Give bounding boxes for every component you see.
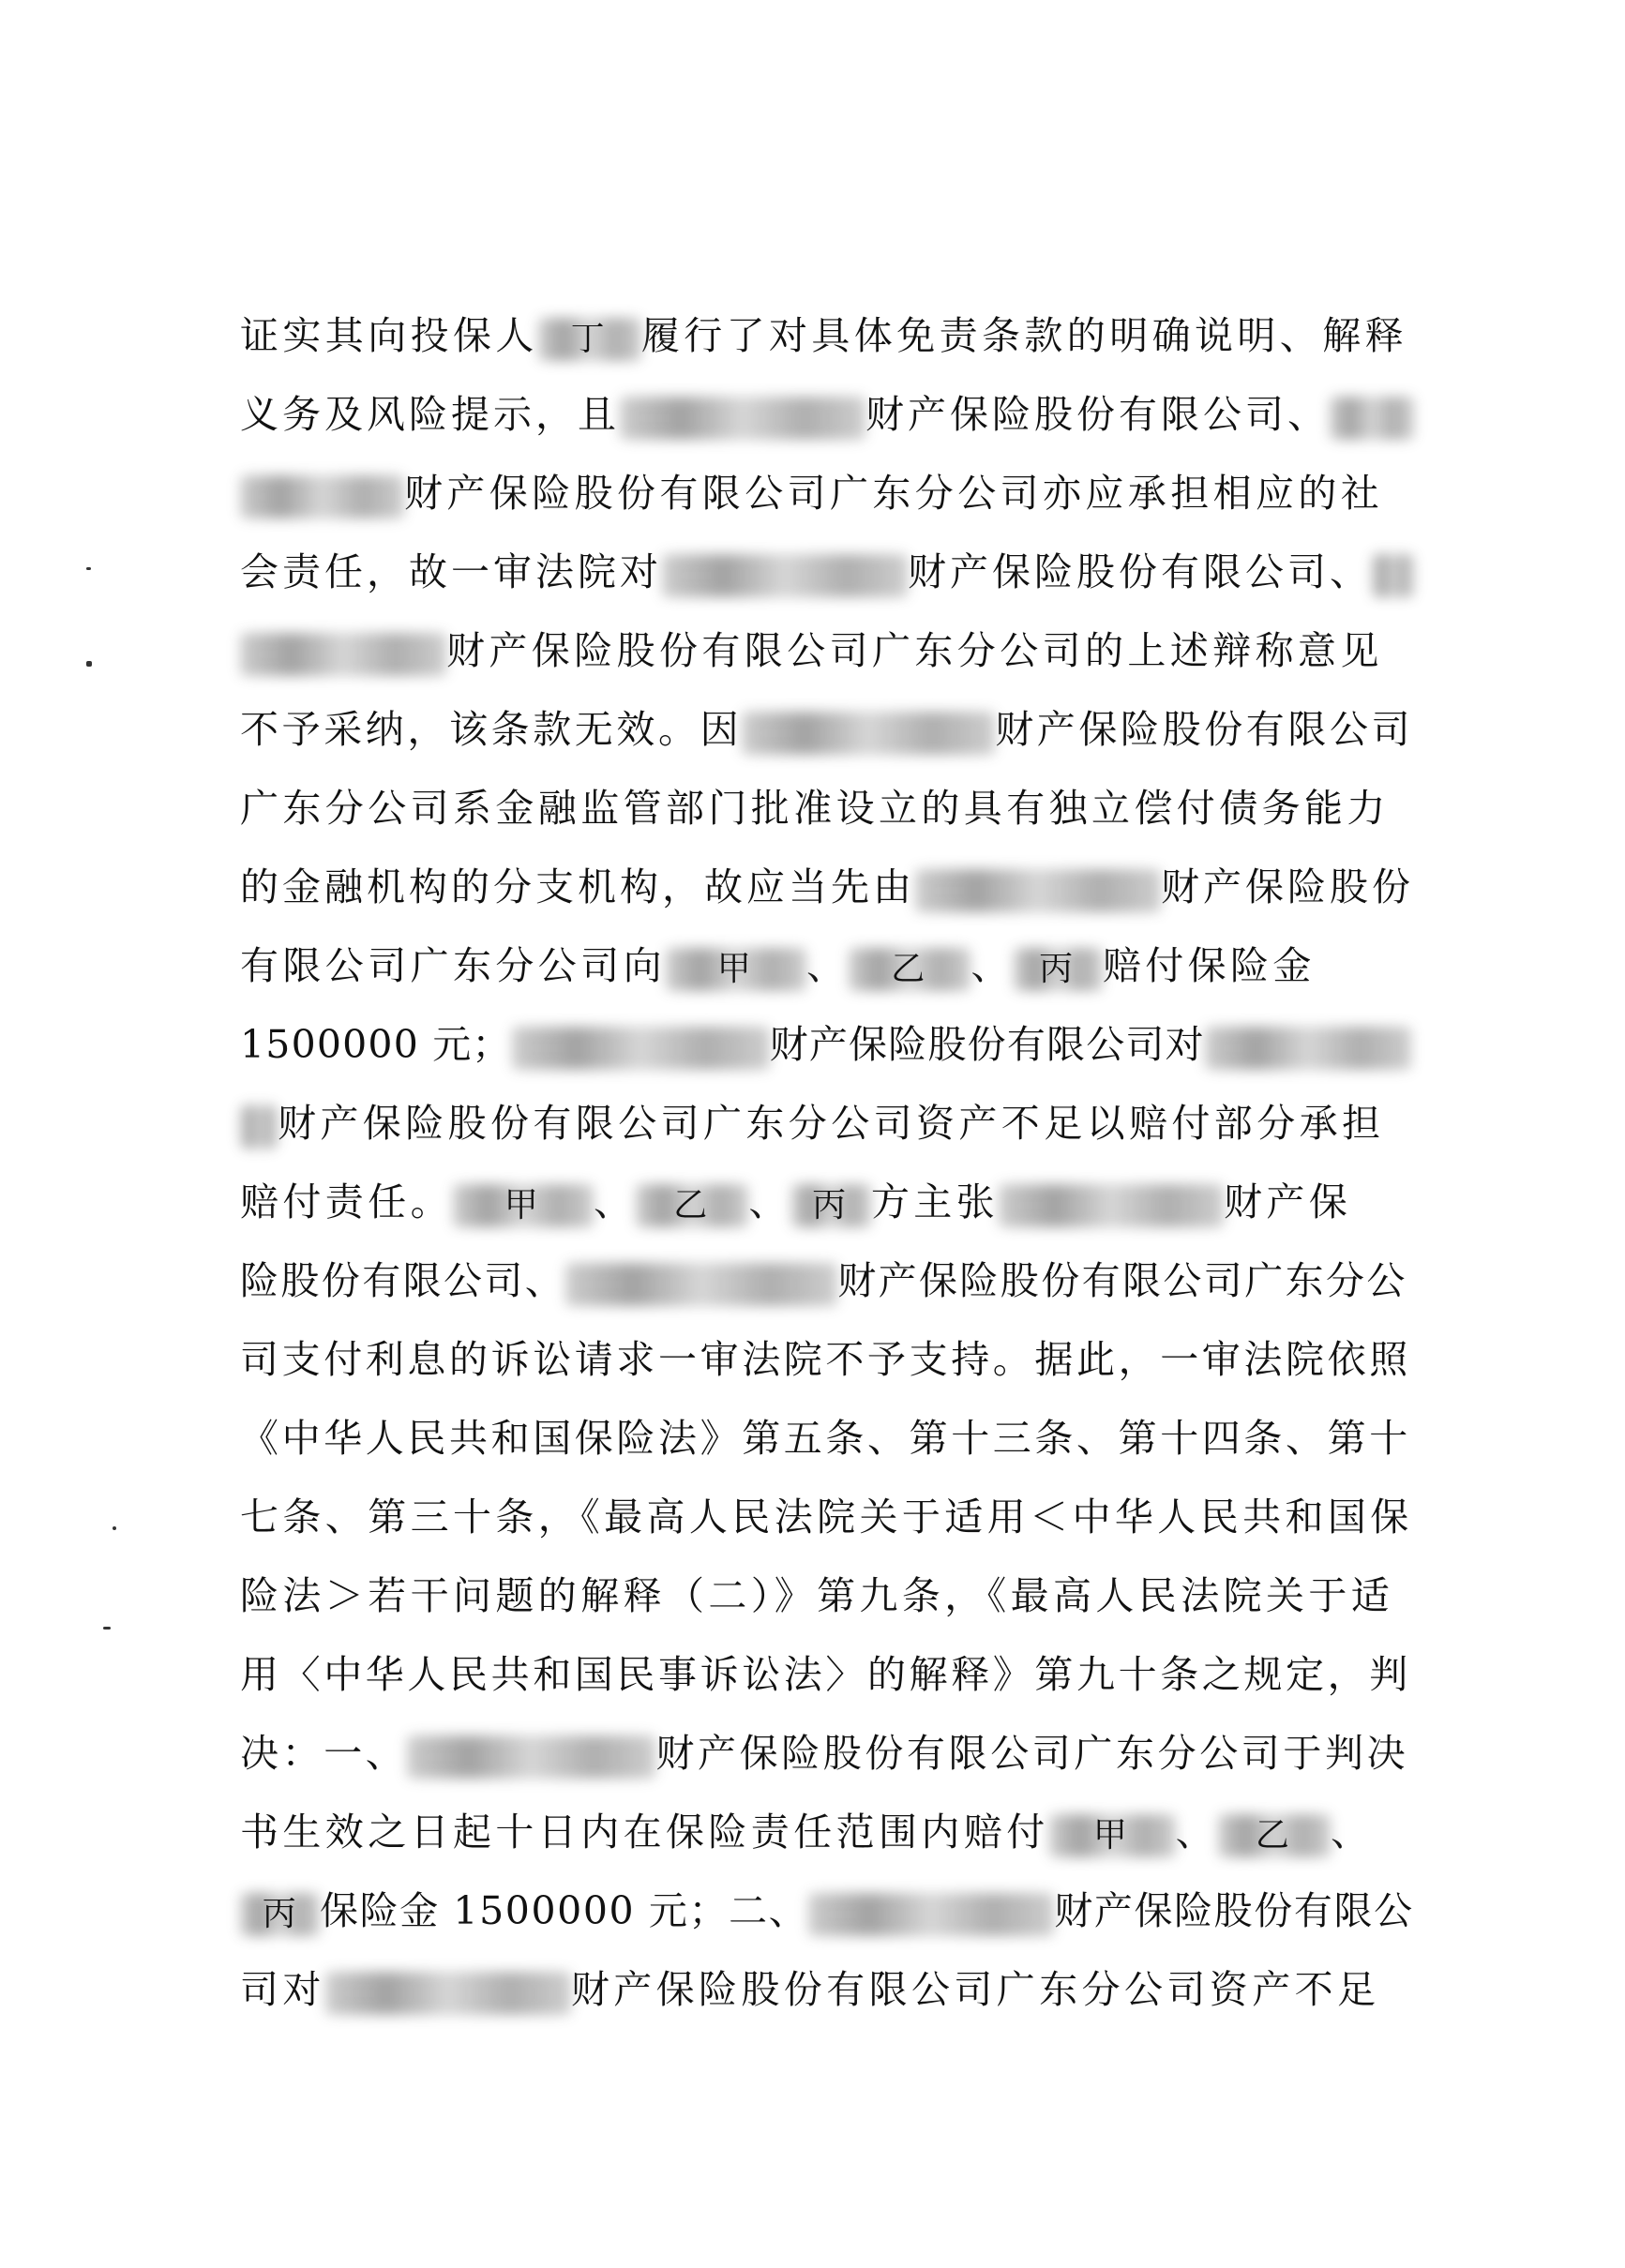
text-line xyxy=(240,1714,1414,1793)
name-label: 丙 xyxy=(1039,949,1077,988)
text-line xyxy=(240,1005,1414,1084)
text-line xyxy=(240,533,1414,611)
text-segment: 险股份有限公司、 xyxy=(240,1258,566,1303)
text-segment: 财产保险股份有限公司广东分公司资产不足 xyxy=(570,1967,1380,2012)
name-label: 甲 xyxy=(1092,1815,1132,1855)
text-segment: 《中华人民共和国保险法》第五条、第十三条、第十四条、第十 xyxy=(240,1416,1411,1461)
redacted-company xyxy=(1330,379,1414,458)
text-line xyxy=(240,296,1414,375)
text-line xyxy=(240,1320,1414,1399)
redacted-company xyxy=(1372,536,1414,615)
text-segment: 财产保险股份有限公司广东分公 xyxy=(837,1258,1407,1303)
text-segment: 财产保险股份有限公司 xyxy=(995,707,1414,752)
redacted-name xyxy=(1049,1796,1176,1875)
redacted-name xyxy=(240,1875,320,1954)
text-segment: 履行了对具体免责条款的明确说明、解释 xyxy=(640,313,1408,358)
text-segment: 财产保险股份有限公司、 xyxy=(908,549,1372,594)
redacted-name xyxy=(453,1166,594,1245)
redacted-company xyxy=(808,1875,1054,1954)
text-segment: 、 xyxy=(806,943,850,988)
text-segment: 财产保险股份有限公司广东分公司资产不足以赔付部分承担 xyxy=(278,1101,1385,1146)
redacted-company xyxy=(662,536,908,615)
name-label: 丙 xyxy=(262,1894,298,1933)
text-line xyxy=(240,1871,1414,1950)
text-segment: 决：一、 xyxy=(240,1731,408,1776)
redacted-company xyxy=(512,1009,770,1088)
text-segment: 方主张 xyxy=(870,1179,1000,1224)
text-line xyxy=(240,848,1414,926)
text-segment: 七条、第三十条，《最高人民法院关于适用＜中华人民共和国保 xyxy=(240,1494,1413,1540)
text-line xyxy=(240,690,1414,769)
redacted-company xyxy=(915,851,1161,930)
text-segment: 财产保 xyxy=(1224,1179,1352,1224)
text-line xyxy=(240,1793,1414,1871)
text-line xyxy=(240,1241,1414,1320)
redacted-name xyxy=(538,300,641,379)
redacted-name xyxy=(791,1166,871,1245)
text-line xyxy=(240,1163,1414,1241)
redacted-company xyxy=(325,1954,571,2033)
name-label: 乙 xyxy=(1255,1815,1294,1855)
text-segment: 有限公司广东分公司向 xyxy=(240,943,666,988)
text-segment: 广东分公司系金融监管部门批准设立的具有独立偿付债务能力 xyxy=(240,786,1390,831)
redacted-company xyxy=(620,379,865,458)
text-line xyxy=(240,1084,1414,1163)
text-segment: 财产保险股份有限公司广东分公司的上述辩称意见 xyxy=(446,628,1383,673)
text-segment: 财产保险股份有限公司对 xyxy=(769,1022,1205,1067)
text-segment: 赔付保险金 xyxy=(1102,943,1316,988)
name-label: 丙 xyxy=(812,1185,850,1224)
redacted-name xyxy=(1218,1796,1331,1875)
text-segment: 、 xyxy=(1331,1810,1374,1855)
text-segment: 证实其向投保人 xyxy=(240,313,538,358)
redacted-company xyxy=(240,1088,278,1166)
redacted-company xyxy=(240,458,404,536)
name-label: 甲 xyxy=(504,1185,543,1224)
text-line xyxy=(240,926,1414,1005)
redacted-company xyxy=(240,615,446,694)
text-segment: 义务及风险提示，且 xyxy=(240,392,620,437)
text-segment: 财产保险股份有限公司广东分公司于判决 xyxy=(655,1731,1409,1776)
text-segment: 司对 xyxy=(240,1967,325,2012)
text-segment: 不予采纳，该条款无效。因 xyxy=(240,707,743,752)
text-segment: 书生效之日起十日内在保险责任范围内赔付 xyxy=(240,1810,1049,1855)
text-segment: 司支付利息的诉讼请求一审法院不予支持。据此，一审法院依照 xyxy=(240,1337,1411,1382)
redacted-company xyxy=(565,1245,837,1324)
text-line xyxy=(240,611,1414,690)
text-segment: 财产保险股份有限公司广东分公司亦应承担相应的社 xyxy=(404,471,1384,516)
name-label: 乙 xyxy=(891,949,929,988)
text-line xyxy=(240,1399,1414,1478)
name-label: 甲 xyxy=(716,949,756,988)
text-line xyxy=(240,375,1414,454)
text-line xyxy=(240,454,1414,533)
text-segment: 、 xyxy=(970,943,1014,988)
text-segment: 、 xyxy=(748,1179,791,1224)
margin-mark xyxy=(86,661,92,667)
margin-mark xyxy=(103,1627,111,1630)
text-segment: 财产保险股份有限 xyxy=(1054,1888,1375,1933)
text-line xyxy=(240,1635,1414,1714)
name-label: 丁 xyxy=(570,319,609,358)
redacted-name xyxy=(1014,930,1103,1009)
redacted-name xyxy=(636,1166,748,1245)
text-segment: 财产保险股份 xyxy=(1161,864,1414,909)
text-segment: 的金融机构的分支机构，故应当先由 xyxy=(240,864,915,909)
margin-mark xyxy=(86,567,91,570)
text-segment: 财产保险股份有限公司、 xyxy=(865,392,1330,437)
redacted-name xyxy=(666,930,806,1009)
text-segment: 、 xyxy=(1175,1810,1219,1855)
text-segment: 、 xyxy=(594,1179,637,1224)
redacted-company xyxy=(1205,1009,1411,1088)
redacted-name xyxy=(849,930,970,1009)
margin-mark xyxy=(113,1526,116,1530)
text-segment: 赔付责任。 xyxy=(240,1179,453,1224)
text-segment: 保险金 1500000 元；二、 xyxy=(320,1888,809,1933)
text-segment: 公 xyxy=(1374,1888,1414,1933)
text-segment: 1500000 元； xyxy=(240,1022,512,1067)
redacted-company xyxy=(407,1718,655,1796)
text-segment: 险法＞若干问题的解释（二）》第九条，《最高人民法院关于适 xyxy=(240,1573,1394,1618)
redacted-company xyxy=(999,1166,1224,1245)
text-line xyxy=(240,769,1414,848)
text-line xyxy=(240,1478,1414,1556)
text-line xyxy=(240,1950,1414,2029)
redacted-company xyxy=(742,694,995,773)
text-segment: 会责任，故一审法院对 xyxy=(240,549,662,594)
text-line xyxy=(240,1556,1414,1635)
name-label: 乙 xyxy=(673,1185,712,1224)
text-segment: 用〈中华人民共和国民事诉讼法〉的解释》第九十条之规定，判 xyxy=(240,1652,1411,1697)
